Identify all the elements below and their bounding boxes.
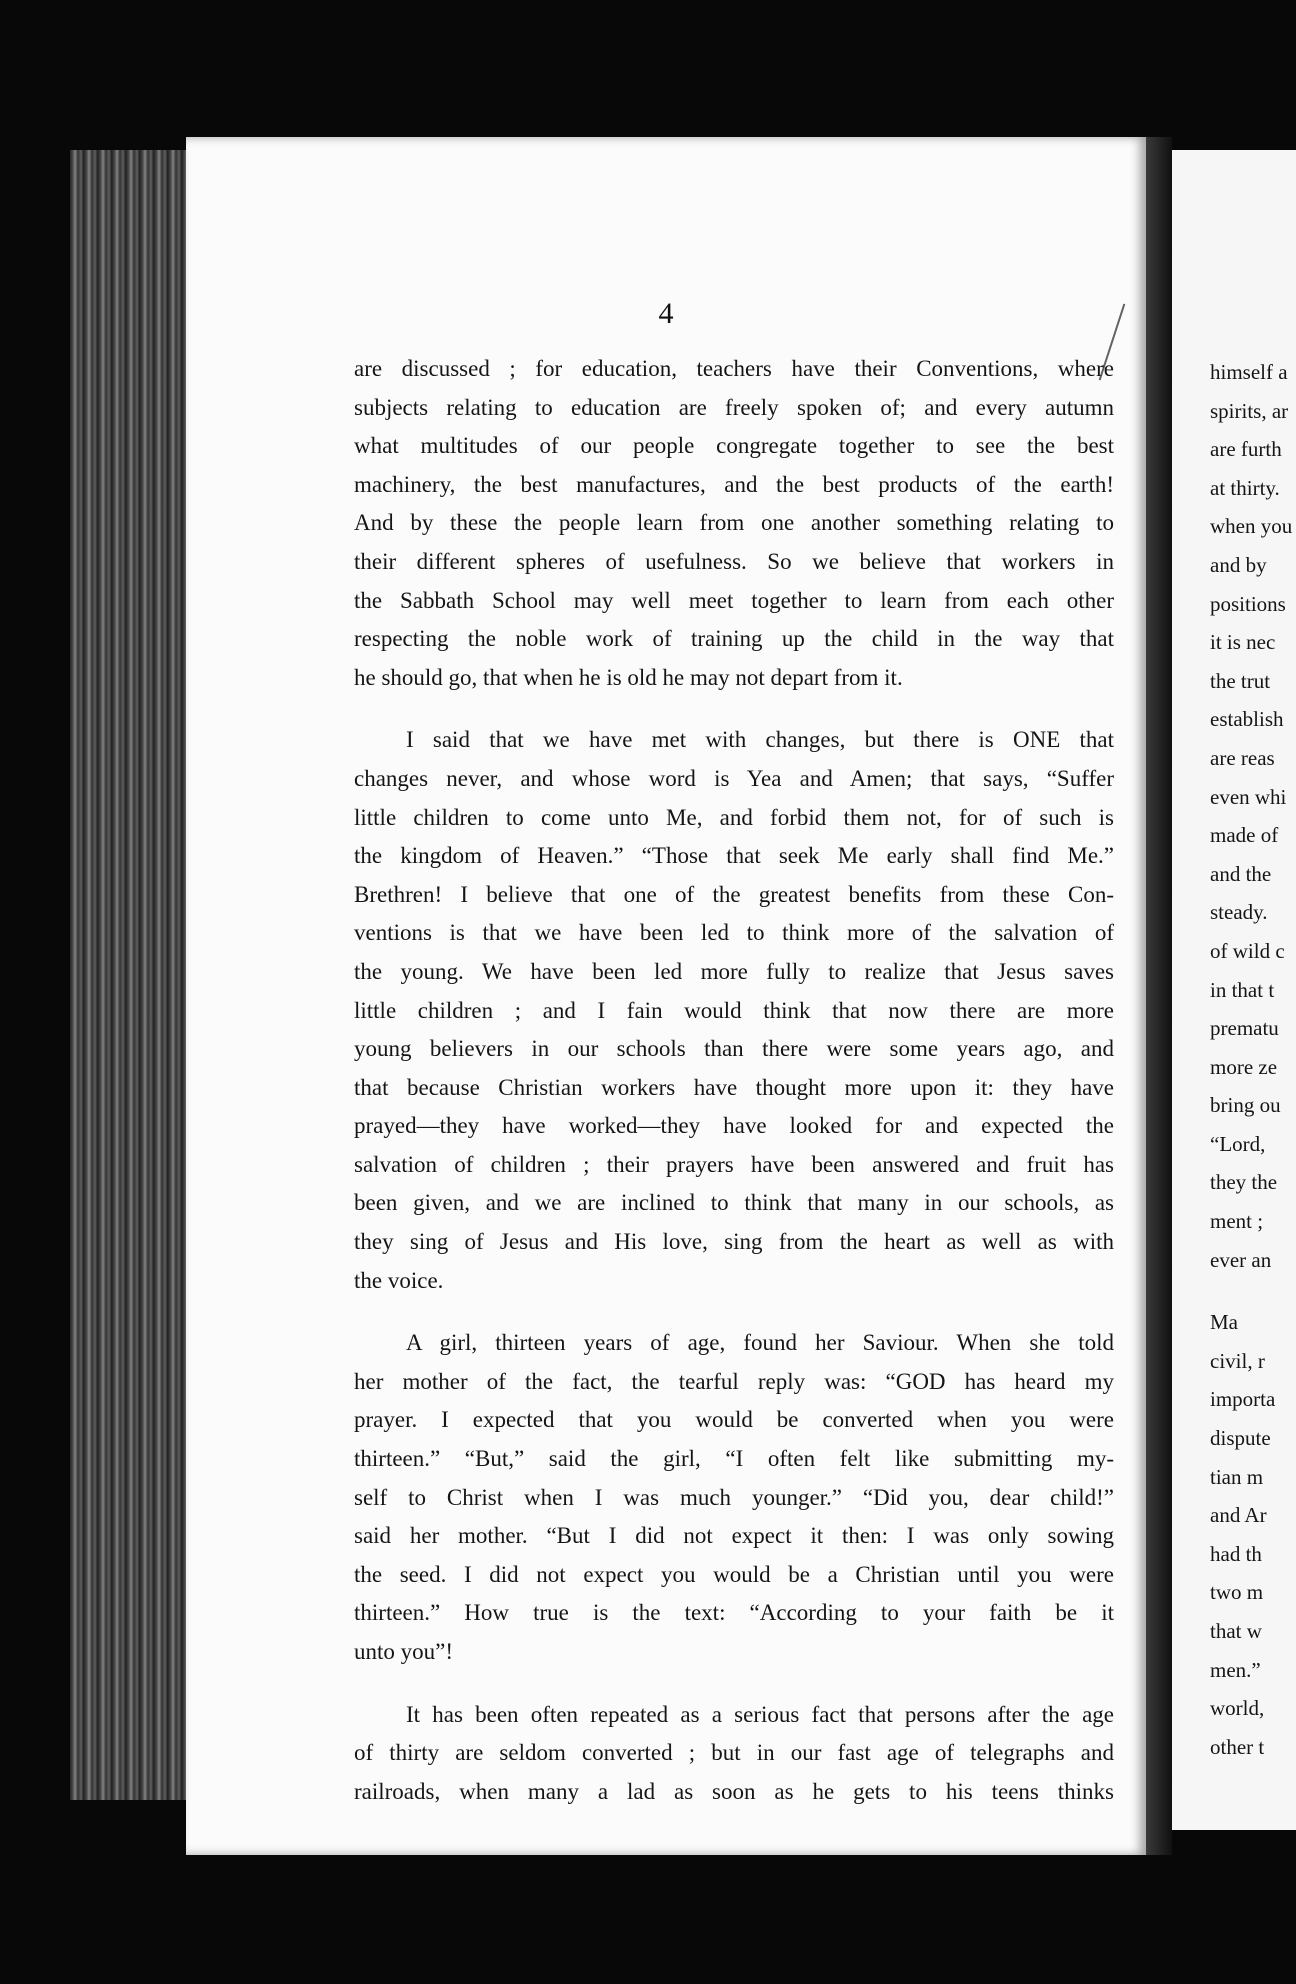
text-line: little children to come unto Me, and forbid them not, for of such is: [354, 804, 1114, 830]
text-line: at thirty.: [1210, 475, 1280, 500]
text-line: spirits, ar: [1210, 398, 1289, 423]
text-line: and the: [1210, 861, 1272, 886]
text-line: steady.: [1210, 900, 1268, 925]
text-line: changes never, and whose word is Yea and Amen; that says, “Suffer: [354, 765, 1114, 791]
text-line: little children ; and I fain would think that now there are more: [354, 997, 1114, 1023]
text-line: her mother of the fact, the tearful reply was: “GOD has heard my: [354, 1368, 1114, 1394]
text-line: world,: [1210, 1696, 1265, 1721]
text-line: salvation of children ; their prayers have been answered and fruit has: [354, 1151, 1114, 1177]
page-gutter: [1146, 137, 1172, 1855]
text-line: Brethren! I believe that one of the greatest benefits from these Con-: [354, 881, 1114, 907]
text-line: establish: [1210, 707, 1284, 732]
text-line: are furth: [1210, 437, 1282, 462]
paragraph-2: [354, 721, 1114, 1300]
text-line: unto you”!: [354, 1639, 454, 1664]
text-line: of thirty are seldom converted ; but in our fast age of telegraphs and: [354, 1740, 1114, 1766]
text-line: of wild c: [1210, 938, 1285, 963]
text-line: are discussed ; for education, teachers have their Conventions, where: [354, 356, 1114, 381]
text-line: prematu: [1210, 1016, 1279, 1041]
text-line: bring ou: [1210, 1093, 1281, 1118]
page-number: 4: [658, 297, 674, 330]
text-line: in that t: [1210, 977, 1275, 1002]
text-line: the Sabbath School may well meet together to learn from each other: [354, 587, 1114, 613]
text-line: two m: [1210, 1580, 1264, 1605]
text-line: it is nec: [1210, 630, 1276, 655]
text-line: self to Christ when I was much younger.” “Did you, dear child!”: [354, 1484, 1114, 1510]
text-line: railroads, when many a lad as soon as he gets to his teens thinks: [354, 1778, 1114, 1804]
text-line: A girl, thirteen years of age, found her Saviour. When she told: [406, 1330, 1114, 1356]
text-line: And by these the people learn from one another something relating to: [354, 510, 1114, 536]
text-line: the trut: [1210, 668, 1271, 693]
facing-page-text: [1210, 353, 1296, 1766]
text-line: thirteen.” “But,” said the girl, “I often felt like submitting my-: [354, 1446, 1114, 1472]
text-line: young believers in our schools than there were some years ago, and: [354, 1036, 1114, 1062]
text-line: It has been often repeated as a serious fact that persons after the age: [406, 1701, 1114, 1727]
text-line: the voice.: [354, 1267, 444, 1293]
text-line: said her mother. “But I did not expect it then: I was only sowing: [354, 1523, 1114, 1549]
text-line: the kingdom of Heaven.” “Those that seek Me early shall find Me.”: [354, 843, 1114, 869]
page-body: [354, 350, 1114, 1811]
text-line: machinery, the best manufactures, and the best products of the earth!: [354, 471, 1114, 497]
paragraph-1: [354, 350, 1114, 697]
text-line: had th: [1210, 1541, 1262, 1566]
text-line: importa: [1210, 1387, 1276, 1412]
text-line: positions: [1210, 591, 1286, 616]
text-line: they sing of Jesus and His love, sing from the heart as well as with: [354, 1229, 1114, 1255]
text-line: prayed—they have worked—they have looked for and expected the: [354, 1113, 1114, 1139]
text-line: the young. We have been led more fully to realize that Jesus saves: [354, 958, 1114, 984]
text-line: civil, r: [1210, 1348, 1265, 1373]
text-line: that w: [1210, 1619, 1262, 1643]
text-line: tian m: [1210, 1464, 1264, 1489]
text-line: ventions is that we have been led to think more of the salvation of: [354, 920, 1114, 946]
text-line: their different spheres of usefulness. So we believe that workers in: [354, 548, 1114, 574]
text-line: Ma: [1210, 1310, 1238, 1335]
text-line: more ze: [1210, 1054, 1278, 1079]
text-line: himself a: [1210, 360, 1288, 384]
text-line: they the: [1210, 1170, 1278, 1195]
text-line: and by: [1210, 552, 1267, 577]
text-line: I said that we have met with changes, but there is ONE that: [406, 727, 1114, 753]
text-line: “Lord,: [1210, 1131, 1266, 1156]
text-line: been given, and we are inclined to think that many in our schools, as: [354, 1190, 1114, 1216]
book-spine: [70, 150, 190, 1800]
text-line: respecting the noble work of training up the child in the way that: [354, 626, 1114, 652]
text-line: thirteen.” How true is the text: “According to your faith be it: [354, 1600, 1114, 1626]
text-line: what multitudes of our people congregate together to see the best: [354, 433, 1114, 459]
text-line: when you: [1210, 514, 1293, 539]
text-line: he should go, that when he is old he may not depart from it.: [354, 664, 903, 690]
text-line: ever an: [1210, 1247, 1272, 1272]
text-line: even whi: [1210, 784, 1287, 809]
text-line: are reas: [1210, 745, 1275, 770]
text-line: subjects relating to education are freely spoken of; and every autumn: [354, 394, 1114, 420]
paragraph-4: [354, 1696, 1114, 1812]
text-line: and Ar: [1210, 1503, 1267, 1528]
text-line: the seed. I did not expect you would be a Christian until you were: [354, 1561, 1114, 1587]
text-line: made of: [1210, 823, 1279, 848]
paragraph-3: [354, 1324, 1114, 1671]
text-line: that because Christian workers have thought more upon it: they have: [354, 1074, 1114, 1100]
text-line: dispute: [1210, 1426, 1271, 1451]
text-line: men.”: [1210, 1657, 1261, 1682]
text-line: prayer. I expected that you would be converted when you were: [354, 1407, 1114, 1433]
text-line: ment ;: [1210, 1209, 1264, 1234]
text-line: other t: [1210, 1734, 1265, 1759]
book-page: [186, 137, 1146, 1855]
